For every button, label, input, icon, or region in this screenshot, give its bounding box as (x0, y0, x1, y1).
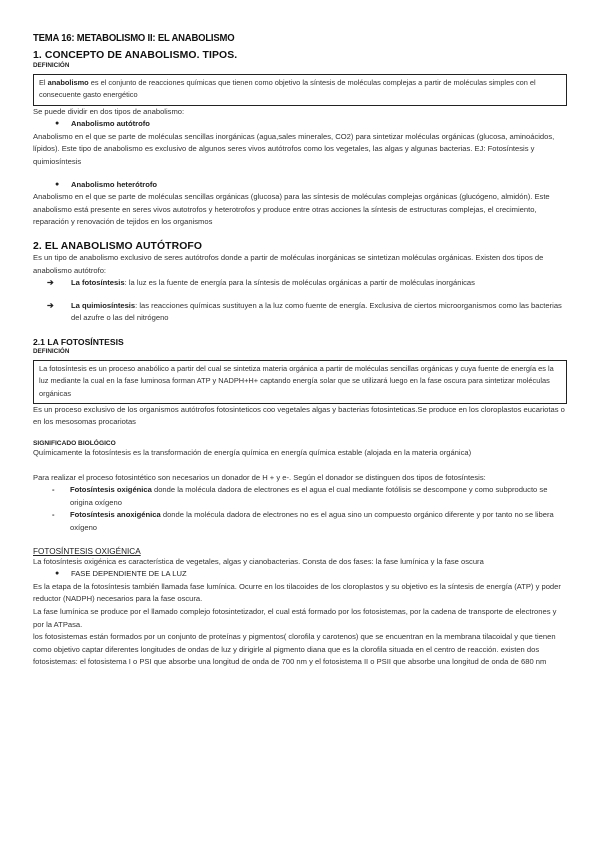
item-anoxigenica (33, 509, 567, 534)
item-oxigenica (33, 484, 567, 509)
definition-label: DEFINICIÓN (33, 62, 70, 69)
bullet-heterotrofo (33, 179, 567, 192)
item-quimiosintesis (33, 300, 567, 325)
bullet-heterotrofo-title: Anabolismo heterótrofo (71, 179, 158, 189)
definition-box (33, 74, 567, 106)
bullet-fase-luz (33, 568, 567, 581)
item-anoxigenica-term: Fotosíntesis anoxigénica (70, 510, 161, 520)
bullet-autotrofo (33, 118, 567, 131)
donor-text: Para realizar el proceso fotosintético son necesarios un donador de H + y e-. Según el donador se distinguen dos tipos de fotosíntesis: (33, 472, 486, 482)
section-2-intro: Es un tipo de anabolismo exclusivo de seres autótrofos donde a partir de moléculas inorgánicas se sintetizan moléculas orgánicas. Existen dos tipos de anabolismo autótrofo: (33, 252, 544, 275)
bullet-dot-icon: ● (55, 570, 60, 578)
bullet-fase-luz-title: FASE DEPENDIENTE DE LA LUZ (71, 569, 187, 579)
dash-marker: - (52, 510, 55, 520)
biological-significance-label: SIGNIFICADO BIOLÓGICO (33, 439, 116, 447)
definition-text: es el conjunto de reacciones químicas que tienen como objetivo la síntesis de moléculas complejas a partir de moléculas simples con el consecuente gasto energético (39, 78, 536, 100)
section-2-title: 2. EL ANABOLISMO AUTÓTROFO (33, 240, 203, 252)
dash-marker: - (52, 485, 55, 495)
arrow-right-icon: ➔ (47, 300, 54, 310)
topic-heading: TEMA 16: METABOLISMO II: EL ANABOLISMO (33, 32, 235, 45)
fotosintesis-exclusive-text: Es un proceso exclusivo de los organismos autótrofos fotosinteticos coo vegetales algas y bacterias fotosinteticas.Se produce en los cloroplastos eucariotas o en los mesosomas procariotas (33, 404, 565, 427)
definition-term: anabolismo (47, 78, 89, 87)
bullet-dot-icon: ● (55, 120, 60, 128)
item-oxigenica-term: Fotosíntesis oxigénica (70, 485, 152, 495)
types-intro: Se puede dividir en dos tipos de anabolismo: (33, 106, 185, 116)
document-page (33, 32, 567, 669)
item-fotosintesis (33, 277, 567, 290)
arrow-right-icon: ➔ (47, 278, 54, 288)
bullet-dot-icon: ● (55, 180, 60, 188)
item-quimiosintesis-text: : las reacciones químicas sustituyen a la luz como fuente de energía. Exclusiva de ciertos microorganismos como las bacterias del azufre o las del nitrógeno (71, 300, 562, 323)
oxigenica-heading: FOTOSÍNTESIS OXIGÉNICA (33, 546, 141, 556)
item-fotosintesis-text: : la luz es la fuente de energía para la síntesis de moléculas orgánicas a partir de moléculas inorgánicas (124, 278, 475, 288)
autotrofo-text: Anabolismo en el que se parte de moléculas sencillas inorgánicas (agua,sales minerales, CO2) para sintetizar moléculas orgánicas (glucosa, aminoácidos, lípidos). Este tipo de anabolismo es exclusivo de algunos seres vivos autótrofos como los vegetales, las algas y algunas bacterias. EJ: Fotosíntesis y quimiosíntesis (33, 131, 555, 166)
section-1-title: 1. CONCEPTO DE ANABOLISMO. TIPOS. (33, 50, 238, 61)
section-2-1-title: 2.1 LA FOTOSÍNTESIS (33, 336, 124, 347)
item-quimiosintesis-term: La quimiosíntesis (71, 300, 136, 310)
definition-label-2: DEFINICIÓN (33, 347, 70, 355)
definition-box-2: La fotosíntesis es un proceso anabólico a partir del cual se sintetiza materia orgánica a partir de moléculas sencillas orgánicas y cuya fuente de energía es la luz mediante la cual en la fase luminosa forman ATP y NADPH+H+ captando energía solar que se utilizará luego en la fase oscura para sintetizar moléculas orgánicas (33, 360, 567, 404)
heterotrofo-text: Anabolismo en el que se parte de moléculas sencillas orgánicas (glucosa) para las síntesis de moléculas complejas orgánicas (glucógeno, almidón). Este anabolismo está presente en seres vivos autotrofos y heterotrofos y produce entre otras acciones la síntesis de estructuras complejas, el crecimiento, reparación y renovación de tejidos en los organismos (33, 192, 550, 227)
item-oxigenica-text: donde la molécula dadora de electrones es el agua el cual mediante fotólisis se descompone y como subproducto se origina oxígeno (70, 485, 548, 507)
fase-luz-p1: Es la etapa de la fotosíntesis también llamada fase lumínica. Ocurre en los tilacoides de los cloroplastos y su objetivo es la síntesis de energía (ATP) y poder reductor (NADPH) necesarios para la fase oscura. (33, 581, 561, 604)
bullet-autotrofo-title: Anabolismo autótrofo (71, 119, 150, 129)
fase-luz-p2: La fase lumínica se produce por el llamado complejo fotosintetizador, el cual está formado por los fotosistemas, por la cadena de transporte de electrones y por la ATPasa. (33, 606, 557, 629)
biological-significance-text: Químicamente la fotosíntesis es la transformación de energía química en energía química estable (alojada en la materia orgánica) (33, 447, 472, 457)
definition-pre: El (39, 78, 48, 87)
item-anoxigenica-text: donde la molécula dadora de electrones no es el agua sino un compuesto orgánico diferente y por tanto no se libera oxígeno (70, 510, 554, 532)
item-fotosintesis-term: La fotosíntesis (71, 278, 125, 288)
fase-luz-p3: los fotosistemas están formados por un conjunto de proteínas y pigmentos( clorofila y carotenos) que se encuentran en la membrana tilacoidal y que tienen como objetivo captar diferentes longitudes de ondas de luz y dirigirle al pigmento diana que es la clorofila situada en el centro de reacción. existen dos fotosistemas: el fotosistema I o PSI que absorbe una longitud de onda de 700 nm y el fotosistema II o PSII que absorbe una longitud de onda de 680 nm (33, 632, 556, 667)
oxigenica-intro: La fotosíntesis oxigénica es característica de vegetales, algas y cianobacterias. Consta de dos fases: la fase lumínica y la fase oscura (33, 556, 484, 566)
